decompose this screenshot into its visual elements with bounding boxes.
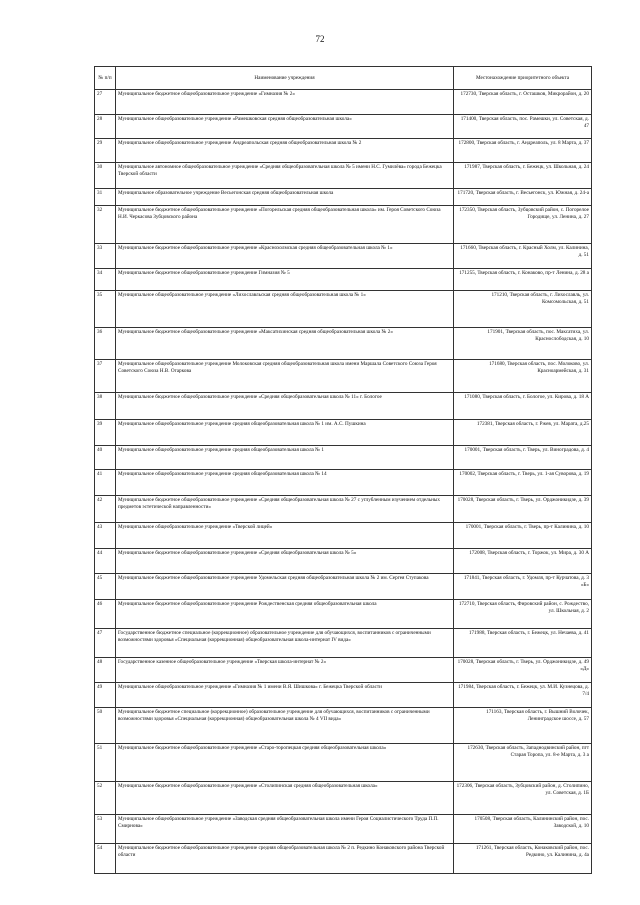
row-institution-name: Муниципальное бюджетное общеобразовательное учреждение Рождественская средняя общеобразовательная школа: [116, 600, 454, 629]
table-row: [95, 844, 592, 874]
table-row: [95, 470, 592, 496]
row-location: 171901, Тверская область, пос. Максатиха, ул. Краснослободская, д. 10: [454, 328, 592, 360]
row-institution-name: Муниципальное общеобразовательное учреждение Молоковская средняя общеобразовательная школа имени Маршала Советского Союза Героя Советского Союза Н.В. Огаркова: [116, 360, 454, 393]
row-num: 39: [95, 420, 116, 446]
row-institution-name: Государственное бюджетное специальное (коррекционное) образовательное учреждение для обучающихся, воспитанников с ограниченными возможностями здоровья «Специальная (коррекционная) общеобразовательная школа-интернат IV вида»: [116, 629, 454, 658]
row-institution-name: Муниципальное общеобразовательное учреждение Андреапольская средняя общеобразовательная школа № 2: [116, 139, 454, 163]
row-institution-name: Муниципальное бюджетное общеобразовательное учреждение «Гимназия № 2»: [116, 90, 454, 115]
row-location: 171720, Тверская область, г. Весьегонск, ул. Южная, д. 24-а: [454, 189, 592, 206]
table-row: [95, 496, 592, 523]
table-row: [95, 163, 592, 189]
row-institution-name: Муниципальное автономное общеобразовательное учреждение «Средняя общеобразовательная школа № 5 имени Н.С. Гумилёва» города Бежецка Тверской области: [116, 163, 454, 189]
row-num: 54: [95, 844, 116, 874]
table-row: [95, 574, 592, 600]
table-row: [95, 629, 592, 658]
row-location: 172381, Тверская область, г. Ржев, ул. Марата, д.25: [454, 420, 592, 446]
row-location: 171988, Тверская область, г. Бежецк, ул. Нечаева, д. 41: [454, 629, 592, 658]
row-institution-name: Муниципальное бюджетное общеобразовательное учреждение средняя общеобразовательная школа № 2 п. Редкино Конаковского района Тверской области: [116, 844, 454, 874]
row-num: 27: [95, 90, 116, 115]
row-location: 170028, Тверская область, г. Тверь, ул. Орджоникидзе, д. 39: [454, 496, 592, 523]
row-location: 172710, Тверская область, Фировский район, с. Рождество, ул. Школьная, д. 2: [454, 600, 592, 629]
table-row: [95, 244, 592, 269]
row-num: 48: [95, 658, 116, 683]
table-row: [95, 139, 592, 163]
row-location: 171841, Тверская область, г. Удомля, пр-т Курчатова, д. 3 «Б»: [454, 574, 592, 600]
row-institution-name: Муниципальное бюджетное общеобразовательное учреждение «Краснохолмская средняя общеобразовательная школа № 1»: [116, 244, 454, 269]
page-number: 72: [315, 34, 325, 44]
table-row: [95, 291, 592, 328]
table-row: [95, 269, 592, 291]
row-num: 43: [95, 523, 116, 549]
row-num: 53: [95, 815, 116, 844]
row-num: 47: [95, 629, 116, 658]
row-institution-name: Муниципальное общеобразовательное учреждение средняя общеобразовательная школа № 1 им. А.С. Пушкина: [116, 420, 454, 446]
row-location: 171261, Тверская область, Конаковский район, пос. Редкино, ул. Калинина, д. 4а: [454, 844, 592, 874]
row-location: 171680, Тверская область, пос. Молоково, ул. Красноармейская, д. 31: [454, 360, 592, 393]
row-location: 170001, Тверская область, г. Тверь, ул. Виноградова, д. 4: [454, 446, 592, 470]
table-row: [95, 446, 592, 470]
row-institution-name: Муниципальное бюджетное общеобразовательное учреждение Гимназия № 5: [116, 269, 454, 291]
row-institution-name: Муниципальное общеобразовательное учреждение «Лихославльская средняя общеобразовательная школа № 1»: [116, 291, 454, 328]
row-institution-name: Муниципальное бюджетное общеобразовательное учреждение «Средняя общеобразовательная школа № 5»: [116, 549, 454, 574]
table-row: [95, 360, 592, 393]
row-num: 29: [95, 139, 116, 163]
row-location: 170001, Тверская область, г. Тверь, пр-т Калинина, д. 10: [454, 523, 592, 549]
row-num: 35: [95, 291, 116, 328]
header-num: № п/п: [95, 67, 116, 90]
row-location: 171255, Тверская область, г. Конаково, пр-т Ленина, д. 28 а: [454, 269, 592, 291]
row-num: 34: [95, 269, 116, 291]
row-institution-name: Муниципальное общеобразовательное учреждение средняя общеобразовательная школа № 14: [116, 470, 454, 496]
header-location: Местонахождение приоритетного объекта: [454, 67, 592, 90]
row-num: 32: [95, 206, 116, 244]
row-location: 171163, Тверская область, г. Вышний Волочек, Ленинградское шоссе, д. 57: [454, 708, 592, 744]
row-institution-name: Муниципальное бюджетное общеобразовательное учреждение Удомельская средняя общеобразовательная школа № 2 им. Сергея Ступакова: [116, 574, 454, 600]
table-row: [95, 600, 592, 629]
row-location: 171080, Тверская область, г. Бологое, ул. Кирова, д. 18 А: [454, 393, 592, 420]
row-institution-name: Муниципальное бюджетное общеобразовательное учреждение «Максатихинская средняя общеобразовательная школа № 2»: [116, 328, 454, 360]
row-num: 36: [95, 328, 116, 360]
row-location: 172008, Тверская область, г. Торжок, ул. Мира, д. 30 А: [454, 549, 592, 574]
table-header-row: [95, 67, 592, 90]
row-location: 171400, Тверская область, пос. Рамешки, ул. Советская, д. 47: [454, 115, 592, 139]
table-row: [95, 90, 592, 115]
row-num: 44: [95, 549, 116, 574]
row-institution-name: Муниципальное образовательное учреждение Весьегонская средняя общеобразовательная школа: [116, 189, 454, 206]
table-row: [95, 189, 592, 206]
row-institution-name: Муниципальное общеобразовательное учреждение «Тверской лицей»: [116, 523, 454, 549]
table-row: [95, 683, 592, 708]
table-row: [95, 115, 592, 139]
row-institution-name: Муниципальное бюджетное общеобразовательное учреждение «Средняя общеобразовательная школа № 27 с углубленным изучением отдельных предметов эстетической направленности»: [116, 496, 454, 523]
institutions-table: [94, 66, 592, 874]
row-institution-name: Муниципальное бюджетное общеобразовательное учреждение «Столипинская средняя общеобразовательная школа»: [116, 782, 454, 815]
row-location: 171987, Тверская область, г. Бежецк, ул. Школьная, д. 24: [454, 163, 592, 189]
row-institution-name: Муниципальное бюджетное общеобразовательное учреждение «Погорельская средняя общеобразовательная школа» им. Героя Советского Союза Н.И. Черкасова Зубцовского района: [116, 206, 454, 244]
row-num: 49: [95, 683, 116, 708]
row-num: 28: [95, 115, 116, 139]
table-row: [95, 393, 592, 420]
row-location: 171210, Тверская область, г. Лихославль, ул. Комсомольская, д. 51: [454, 291, 592, 328]
table-row: [95, 549, 592, 574]
table-row: [95, 420, 592, 446]
table-row: [95, 782, 592, 815]
row-num: 38: [95, 393, 116, 420]
row-institution-name: Муниципальное общеобразовательное учреждение «Гимназия № 1 имени В.Я. Шишкова» г. Бежецка Тверской области: [116, 683, 454, 708]
row-num: 45: [95, 574, 116, 600]
row-num: 46: [95, 600, 116, 629]
row-num: 42: [95, 496, 116, 523]
table-row: [95, 206, 592, 244]
row-institution-name: Муниципальное общеобразовательное учреждение «Заводская средняя общеобразовательная школа имени Героя Социалистического Труда П.П. Смирнова»: [116, 815, 454, 844]
table-row: [95, 328, 592, 360]
row-num: 31: [95, 189, 116, 206]
row-location: 172630, Тверская область, Западнодвинский район, пгт Старая Торопа, ул. 8-е Марта, д. 3 а: [454, 744, 592, 782]
row-num: 52: [95, 782, 116, 815]
row-num: 50: [95, 708, 116, 744]
row-num: 33: [95, 244, 116, 269]
row-num: 37: [95, 360, 116, 393]
row-location: 171660, Тверская область, г. Красный Холм, ул. Калинина, д. 51: [454, 244, 592, 269]
row-num: 30: [95, 163, 116, 189]
row-num: 40: [95, 446, 116, 470]
row-location: 172350, Тверская область, Зубцовский район, с. Погорелое Городище, ул. Ленина, д. 27: [454, 206, 592, 244]
row-institution-name: Муниципальное общеобразовательное учреждение «Рамешковская средняя общеобразовательная школа»: [116, 115, 454, 139]
table-row: [95, 815, 592, 844]
row-location: 171984, Тверская область, г. Бежецк, ул. М.И. Кузнецова, д. 7/4: [454, 683, 592, 708]
row-location: 170028, Тверская область, г. Тверь, ул. Орджоникидзе, д. 49 «Д»: [454, 658, 592, 683]
table-row: [95, 708, 592, 744]
row-institution-name: Муниципальное бюджетное общеобразовательное учреждение «Старо-торопецкая средняя общеобразовательная школа»: [116, 744, 454, 782]
row-num: 41: [95, 470, 116, 496]
table-row: [95, 744, 592, 782]
row-location: 172306, Тверская область, Зубцовский район, д. Столипино, ул. Советская, д. 1Б: [454, 782, 592, 815]
row-institution-name: Муниципальное бюджетное общеобразовательное учреждение «Средняя общеобразовательная школа № 11» г. Бологое: [116, 393, 454, 420]
row-institution-name: Государственное казенное общеобразовательное учреждение «Тверская школа-интернат № 2»: [116, 658, 454, 683]
row-location: 170508, Тверская область, Калининский район, пос. Заводской, д. 10: [454, 815, 592, 844]
row-institution-name: Муниципальное общеобразовательное учреждение средняя общеобразовательная школа № 1: [116, 446, 454, 470]
table-row: [95, 658, 592, 683]
row-num: 51: [95, 744, 116, 782]
header-name: Наименование учреждения: [116, 67, 454, 90]
row-location: 172800, Тверская область, г. Андреаполь, ул. 8 Марта, д. 37: [454, 139, 592, 163]
row-location: 170002, Тверская область, г. Тверь, ул. 1-ая Суворова, д. 19: [454, 470, 592, 496]
table-row: [95, 523, 592, 549]
row-location: 172730, Тверская область, г. Осташков, Микрорайон, д. 20: [454, 90, 592, 115]
row-institution-name: Муниципальное бюджетное специальное (коррекционное) образовательное учреждение для обучающихся, воспитанников с ограниченными возможностями здоровья «Специальная (коррекционная) общеобразовательная школа № 4 VII вида»: [116, 708, 454, 744]
